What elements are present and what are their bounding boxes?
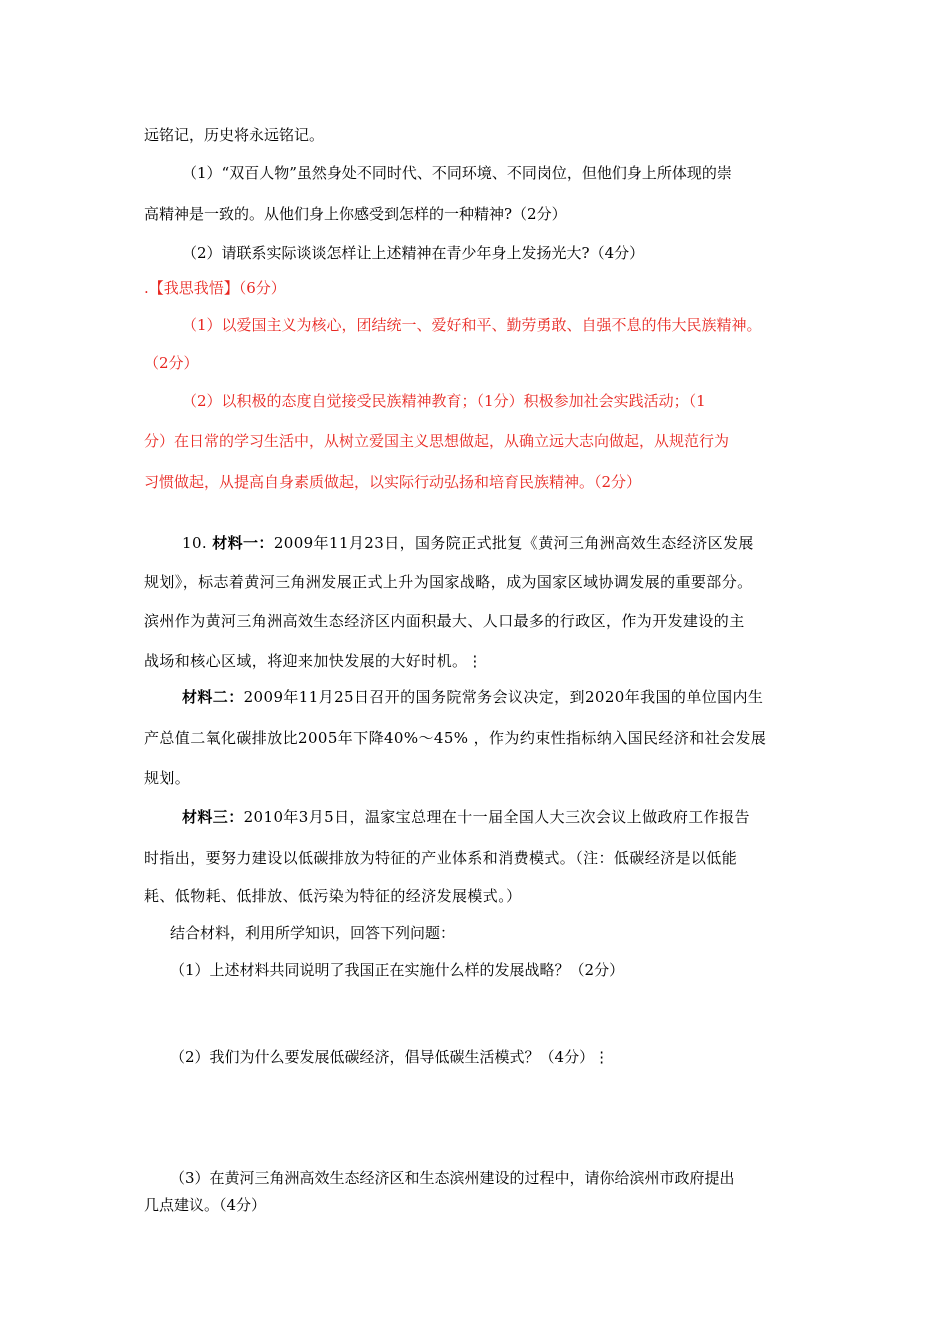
material-2-text: 2009年11月25日召开的国务院常务会议决定，到2020年我国的单位国内生 — [243, 688, 764, 706]
question-2-line: （2）请联系实际谈谈怎样让上述精神在青少年身上发扬光大?（4分） — [182, 244, 645, 262]
material-3-line: 耗、低物耗、低排放、低污染为特征的经济发展模式。） — [144, 887, 522, 905]
material-1-line — [182, 533, 754, 553]
text-line: 远铭记，历史将永远铭记。 — [144, 126, 325, 144]
answer-2-line: 分）在日常的学习生活中，从树立爱国主义思想做起，从确立远大志向做起，从规范行为 — [144, 432, 730, 450]
sub-question-1: （1）上述材料共同说明了我国正在实施什么样的发展战略？（2分） — [170, 961, 625, 979]
material-1-line: 滨州作为黄河三角洲高效生态经济区内面积最大、人口最多的行政区，作为开发建设的主 — [144, 612, 745, 630]
material-3-line — [182, 807, 750, 827]
material-1-line: 规划》，标志着黄河三角洲发展正式上升为国家战略，成为国家区域协调发展的重要部分。 — [144, 573, 753, 591]
material-2-line — [182, 687, 763, 707]
answer-2-line: 习惯做起，从提高自身素质做起，以实际行动弘扬和培育民族精神。（2分） — [144, 473, 642, 491]
material-3-line: 时指出，要努力建设以低碳排放为特征的产业体系和消费模式。（注：低碳经济是以低能 — [144, 849, 738, 867]
question-number: 10. — [182, 534, 208, 552]
answer-1-line: （1）以爱国主义为核心，团结统一、爱好和平、勤劳勇敢、自强不息的伟大民族精神。 — [182, 316, 762, 334]
answer-2-line: （2）以积极的态度自觉接受民族精神教育；（1分）积极参加社会实践活动；（1 — [182, 392, 706, 410]
question-prompt: 结合材料，利用所学知识，回答下列问题： — [170, 924, 456, 942]
material-2-line: 产总值二氧化碳排放比2005年下降40%～45% ，作为约束性指标纳入国民经济和社会发展 — [144, 729, 767, 747]
material-1-line: 战场和核心区域，将迎来加快发展的大好时机。⋮ — [144, 652, 483, 670]
sub-question-2: （2）我们为什么要发展低碳经济，倡导低碳生活模式？（4分）⋮ — [170, 1048, 610, 1066]
question-1-line: （1）“双百人物”虽然身处不同时代、不同环境、不同岗位，但他们身上所体现的崇 — [182, 164, 732, 182]
material-1-text: 2009年11月23日，国务院正式批复《黄河三角洲高效生态经济区发展 — [273, 534, 754, 552]
sub-question-3: 几点建议。（4分） — [144, 1196, 267, 1214]
sub-question-3: （3）在黄河三角洲高效生态经济区和生态滨州建设的过程中，请你给滨州市政府提出 — [170, 1169, 735, 1187]
material-3-text: 2010年3月5日，温家宝总理在十一届全国人大三次会议上做政府工作报告 — [243, 808, 750, 826]
question-1-line: 高精神是一致的。从他们身上你感受到怎样的一种精神?（2分） — [144, 205, 567, 223]
material-3-label: 材料三： — [182, 808, 244, 826]
material-2-line: 规划。 — [144, 769, 191, 787]
material-1-label: 材料一： — [212, 534, 274, 552]
answer-heading: .【我思我悟】（6分） — [144, 279, 286, 297]
answer-1-line: （2分） — [144, 354, 199, 372]
material-2-label: 材料二： — [182, 688, 244, 706]
